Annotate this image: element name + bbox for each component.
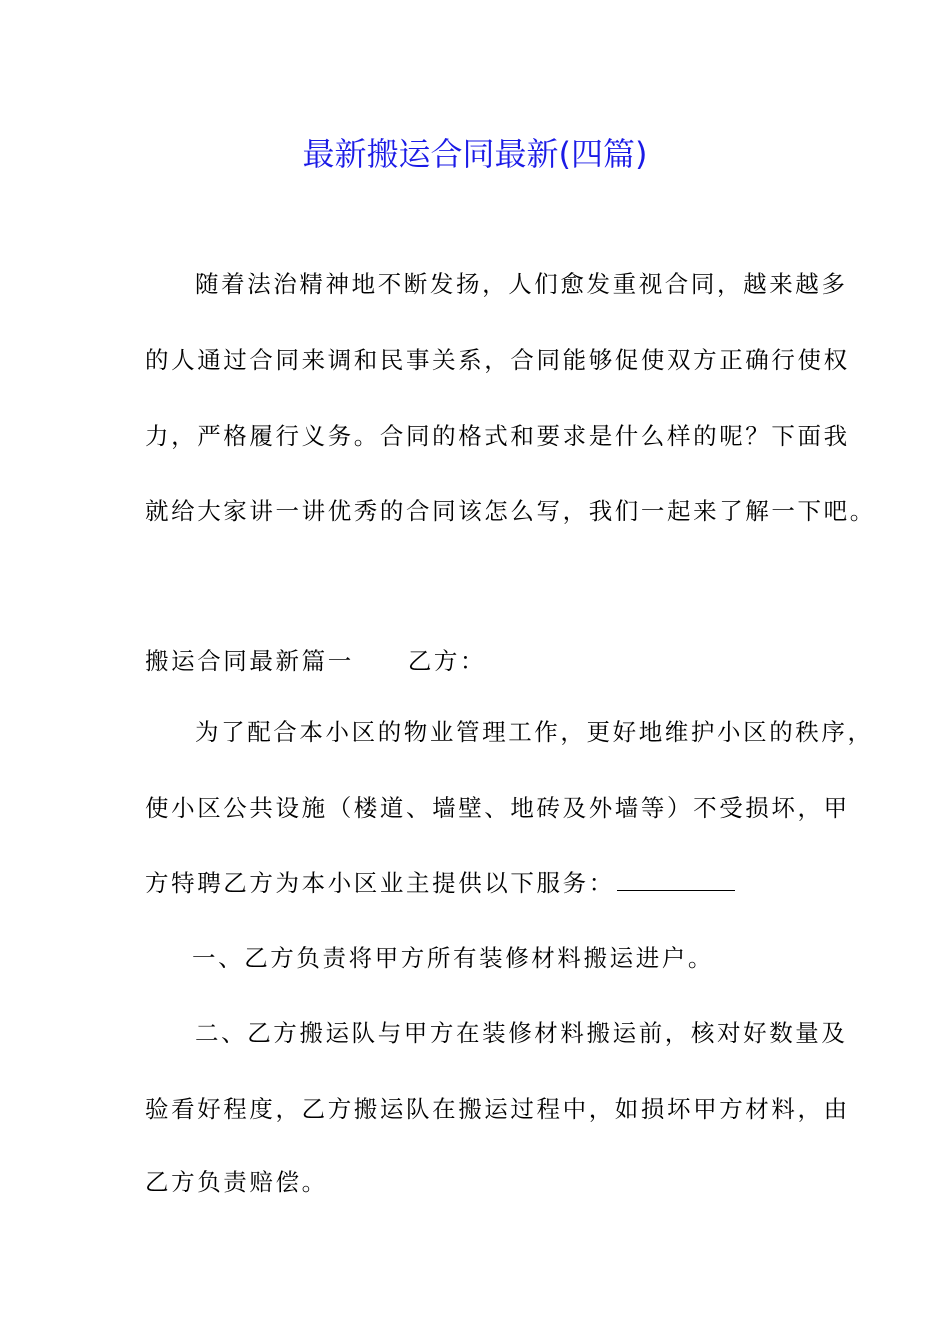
section-heading: 搬运合同最新篇一 [145, 647, 354, 675]
body-line-3: 方特聘乙方为本小区业主提供以下服务： [145, 869, 615, 897]
party-b-label: 乙方： [407, 647, 487, 675]
body-line-2: 使小区公共设施（楼道、墙壁、地砖及外墙等）不受损坏，甲 [145, 794, 850, 822]
intro-line-2: 的人通过合同来调和民事关系，合同能够促使双方正确行使权 [145, 346, 850, 374]
intro-line-1: 随着法治精神地不断发扬，人们愈发重视合同，越来越多 [195, 270, 848, 298]
body-line-3-row [145, 867, 735, 899]
intro-line-4: 就给大家讲一讲优秀的合同该怎么写，我们一起来了解一下吧。 [145, 497, 876, 525]
clause-2-line-2: 验看好程度，乙方搬运队在搬运过程中，如损坏甲方材料，由 [145, 1095, 850, 1123]
clause-1: 一、乙方负责将甲方所有装修材料搬运进户。 [192, 944, 714, 972]
blank-fill-line [617, 868, 735, 891]
clause-2-line-3: 乙方负责赔偿。 [145, 1168, 328, 1196]
intro-line-3: 力，严格履行义务。合同的格式和要求是什么样的呢？下面我 [145, 422, 850, 450]
section-heading-row [145, 645, 486, 677]
page-title: 最新搬运合同最新(四篇) [302, 135, 648, 173]
clause-2-line-1: 二、乙方搬运队与甲方在装修材料搬运前，核对好数量及 [195, 1019, 848, 1047]
body-line-1: 为了配合本小区的物业管理工作，更好地维护小区的秩序， [195, 718, 874, 746]
